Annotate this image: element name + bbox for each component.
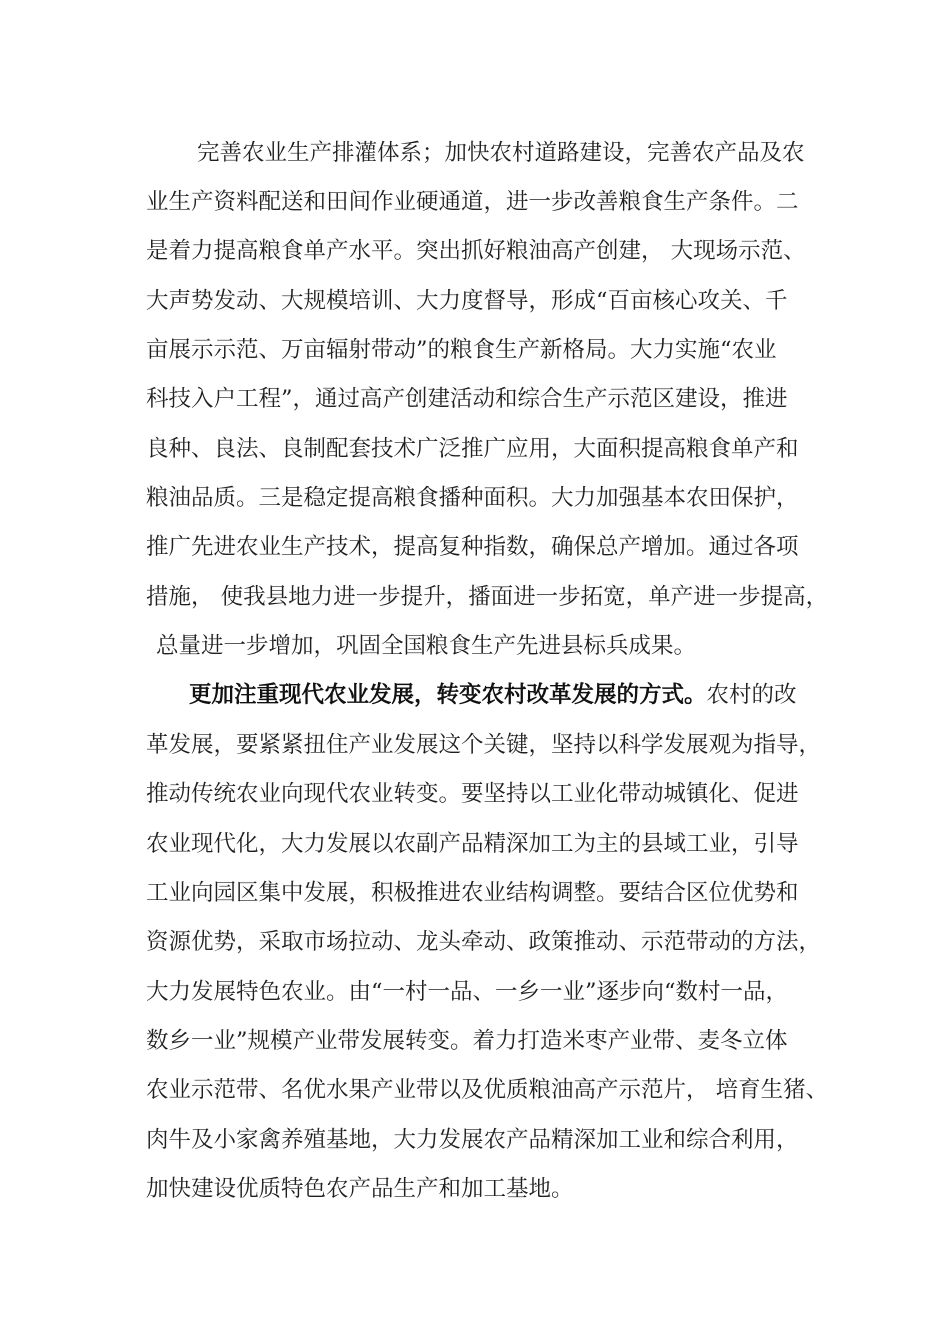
paragraph-2-line-8: 数乡一业”规模产业带发展转变。着力打造米枣产业带、麦冬立体 — [146, 1028, 788, 1054]
paragraph-2-line-11: 加快建设优质特色农产品生产和加工基地。 — [146, 1176, 574, 1202]
paragraph-1-line-11: 总量进一步增加，巩固全国粮食生产先进县标兵成果。 — [156, 633, 697, 659]
paragraph-1-line-1: 完善农业生产排灌体系；加快农村道路建设，完善农产品及农 — [197, 140, 805, 166]
paragraph-1-line-8: 粮油品质。三是稳定提高粮食播种面积。大力加强基本农田保护， — [146, 485, 799, 511]
paragraph-2-first-line-text: 农村的改 — [706, 682, 797, 708]
paragraph-1-line-2: 业生产资料配送和田间作业硬通道，进一步改善粮食生产条件。二 — [146, 189, 799, 215]
paragraph-2-line-4: 农业现代化，大力发展以农副产品精深加工为主的县域工业，引导 — [146, 831, 799, 857]
paragraph-2-line-1 — [189, 680, 797, 710]
paragraph-2-line-6: 资源优势，采取市场拉动、龙头牵动、政策推动、示范带动的方法， — [146, 929, 822, 955]
paragraph-2-line-7: 大力发展特色农业。由“一村一品、一乡一业”逐步向“数村一品， — [146, 979, 789, 1005]
paragraph-2-line-10: 肉牛及小家禽养殖基地，大力发展农产品精深加工业和综合利用， — [146, 1127, 799, 1153]
paragraph-2-line-5: 工业向园区集中发展，积极推进农业结构调整。要结合区位优势和 — [146, 880, 799, 906]
paragraph-1-line-4: 大声势发动、大规模培训、大力度督导，形成“百亩核心攻关、千 — [146, 288, 788, 314]
paragraph-1-line-7: 良种、良法、良制配套技术广泛推广应用，大面积提高粮食单产和 — [146, 436, 799, 462]
paragraph-2-heading: 更加注重现代农业发展，转变农村改革发展的方式。 — [189, 682, 707, 708]
paragraph-2-line-2: 革发展，要紧紧扭住产业发展这个关键，坚持以科学发展观为指导， — [146, 732, 822, 758]
paragraph-2-line-9: 农业示范带、名优水果产业带以及优质粮油高产示范片， 培育生猪、 — [146, 1077, 829, 1103]
paragraph-2-line-3: 推动传统农业向现代农业转变。要坚持以工业化带动城镇化、促进 — [146, 781, 799, 807]
paragraph-1-line-9: 推广先进农业生产技术，提高复种指数，确保总产增加。通过各项 — [146, 534, 799, 560]
paragraph-1-line-3: 是着力提高粮食单产水平。突出抓好粮油高产创建， 大现场示范、 — [146, 238, 806, 264]
paragraph-1-line-5: 亩展示示范、万亩辐射带动”的粮食生产新格局。大力实施“农业 — [146, 337, 777, 363]
paragraph-1-line-6: 科技入户工程”，通过高产创建活动和综合生产示范区建设，推进 — [146, 386, 788, 412]
paragraph-1-line-10: 措施， 使我县地力进一步提升，播面进一步拓宽，单产进一步提高， — [146, 584, 829, 610]
